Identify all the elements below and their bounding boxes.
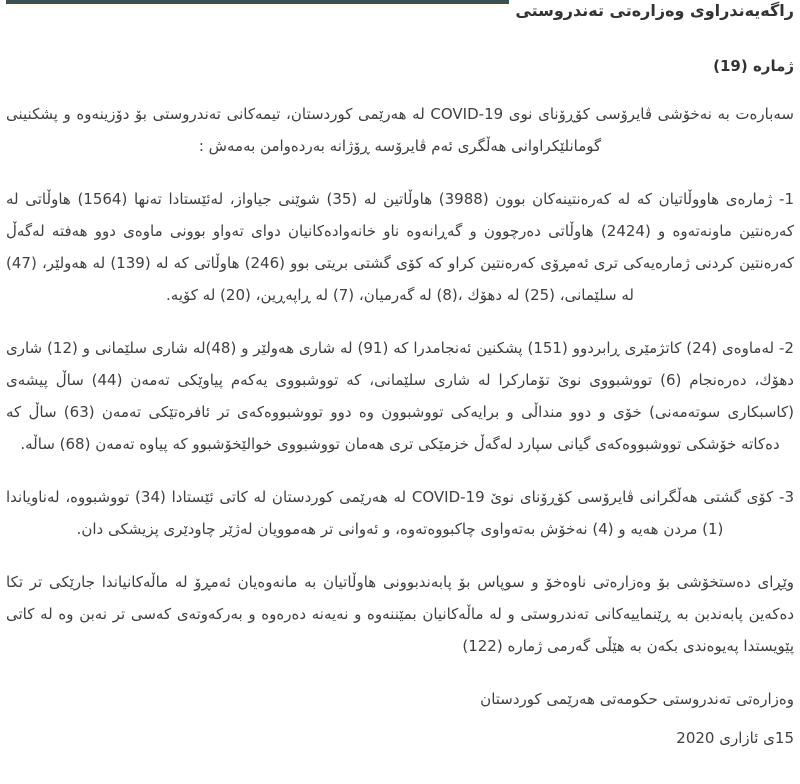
intro-paragraph: سەبارەت بە نەخۆشی ڤایرۆسی کۆڕۆنای نوی COVID-19 لە هەرێمی کوردستان، تیمەکانی تەندروستی بۆ دۆزینەوە و پشکنینی گومانلێکراوانی هەڵگری ئەم ڤایرۆسە ڕۆژانە بەردەوامن بەمەش : xyxy=(6,105,794,155)
item-paragraph-1: 1- ژمارەی هاووڵاتیان کە لە کەرەنتینەکان بوون (3988) هاوڵاتین لە (35) شوێنی جیاواز، لەئێستادا تەنها (1564) هاوڵاتی لە کەرەنتین ماونەتەوە و (2424) هاوڵاتی دەرچوون و گەڕانەوە ناو خانەوادەکانیان دوای تەواو بوونی ماوەی دوو هەفتە لەگەڵ کەرەنتین کردنی ژمارەیەکی تری ئەمڕۆی کەرەنتین کراو کە کۆی گشتی بریتی بوو (246) هاوڵاتی کە لە (139) لە هەولێر، (47) لە سلێمانی، (25) لە دهۆك ،(8) لە گەرمیان، (7) لە ڕاپەڕین، (20) لە کۆیە. xyxy=(6,190,795,304)
date-line: 15ی ئازاری 2020 xyxy=(676,729,794,747)
document-header xyxy=(6,0,794,22)
top-divider-rule xyxy=(6,0,509,7)
signature-line: وەزارەتی تەندروستی حکومەتی هەرێمی کوردستان xyxy=(480,690,794,708)
closing-paragraph: وێڕای دەستخۆشی بۆ وەزارەتی ناوەخۆ و سوپاس بۆ پابەندبوونی هاوڵاتیان بە مانەوەیان ئەمڕۆ لە ماڵەکانیاندا جارێکی تر تکا دەکەین پابەندبن بە ڕێنماییەکانی تەندروستی و لە ماڵەکانیان بمێننەوە و نەیەنە دەرەوە و بەرکەوتەی کەسی تر نەبن وە لە کاتی پێویستدا پەیوەندی بکەن بە هێڵی گەرمی ژمارە (122) xyxy=(6,573,794,655)
item-paragraph-3: 3- کۆی گشتی هەڵگرانی ڤایرۆسی کۆڕۆنای نوێ COVID-19 لە هەرێمی کوردستان لە کاتی ئێستادا (34) تووشبووە، لەناویاندا (1) مردن هەیە و (4) نەخۆش بەتەواوی چاکبووەتەوە، و ئەوانی تر هەموویان لەژێر چاودێری پزیشکی دان. xyxy=(6,488,794,538)
page-title: راگەیەندراوی وەزارەتی تەندروستی xyxy=(515,1,794,20)
issue-number: ژمارە (19) xyxy=(713,57,794,75)
item-paragraph-2: 2- لەماوەی (24) کاتژمێری ڕابردوو (151) پشکنین ئەنجامدرا کە (91) لە شاری هەولێر و (48)لە شاری سلێمانی و (12) شاری دهۆك، دەرەنجام (6) تووشبووی نوێ تۆمارکرا لە شاری سلێمانی، کە تووشبووی یەکەم پیاوێکی تەمەن (44) ساڵ پیشەی (کاسبکاری سوتەمەنی) خۆی و دوو منداڵی و برایەکی تووشبوون وە دوو تووشبووەکەی تر ئافرەتێکی تەمەن (63) ساڵ کە دەکاتە خۆشکی تووشبووەکەی گیانی سپارد لەگەڵ خزمێکی تری هەمان تووشبووی خوالێخۆشبوو کە پیاوە تەمەن (68) ساڵە. xyxy=(6,339,794,453)
